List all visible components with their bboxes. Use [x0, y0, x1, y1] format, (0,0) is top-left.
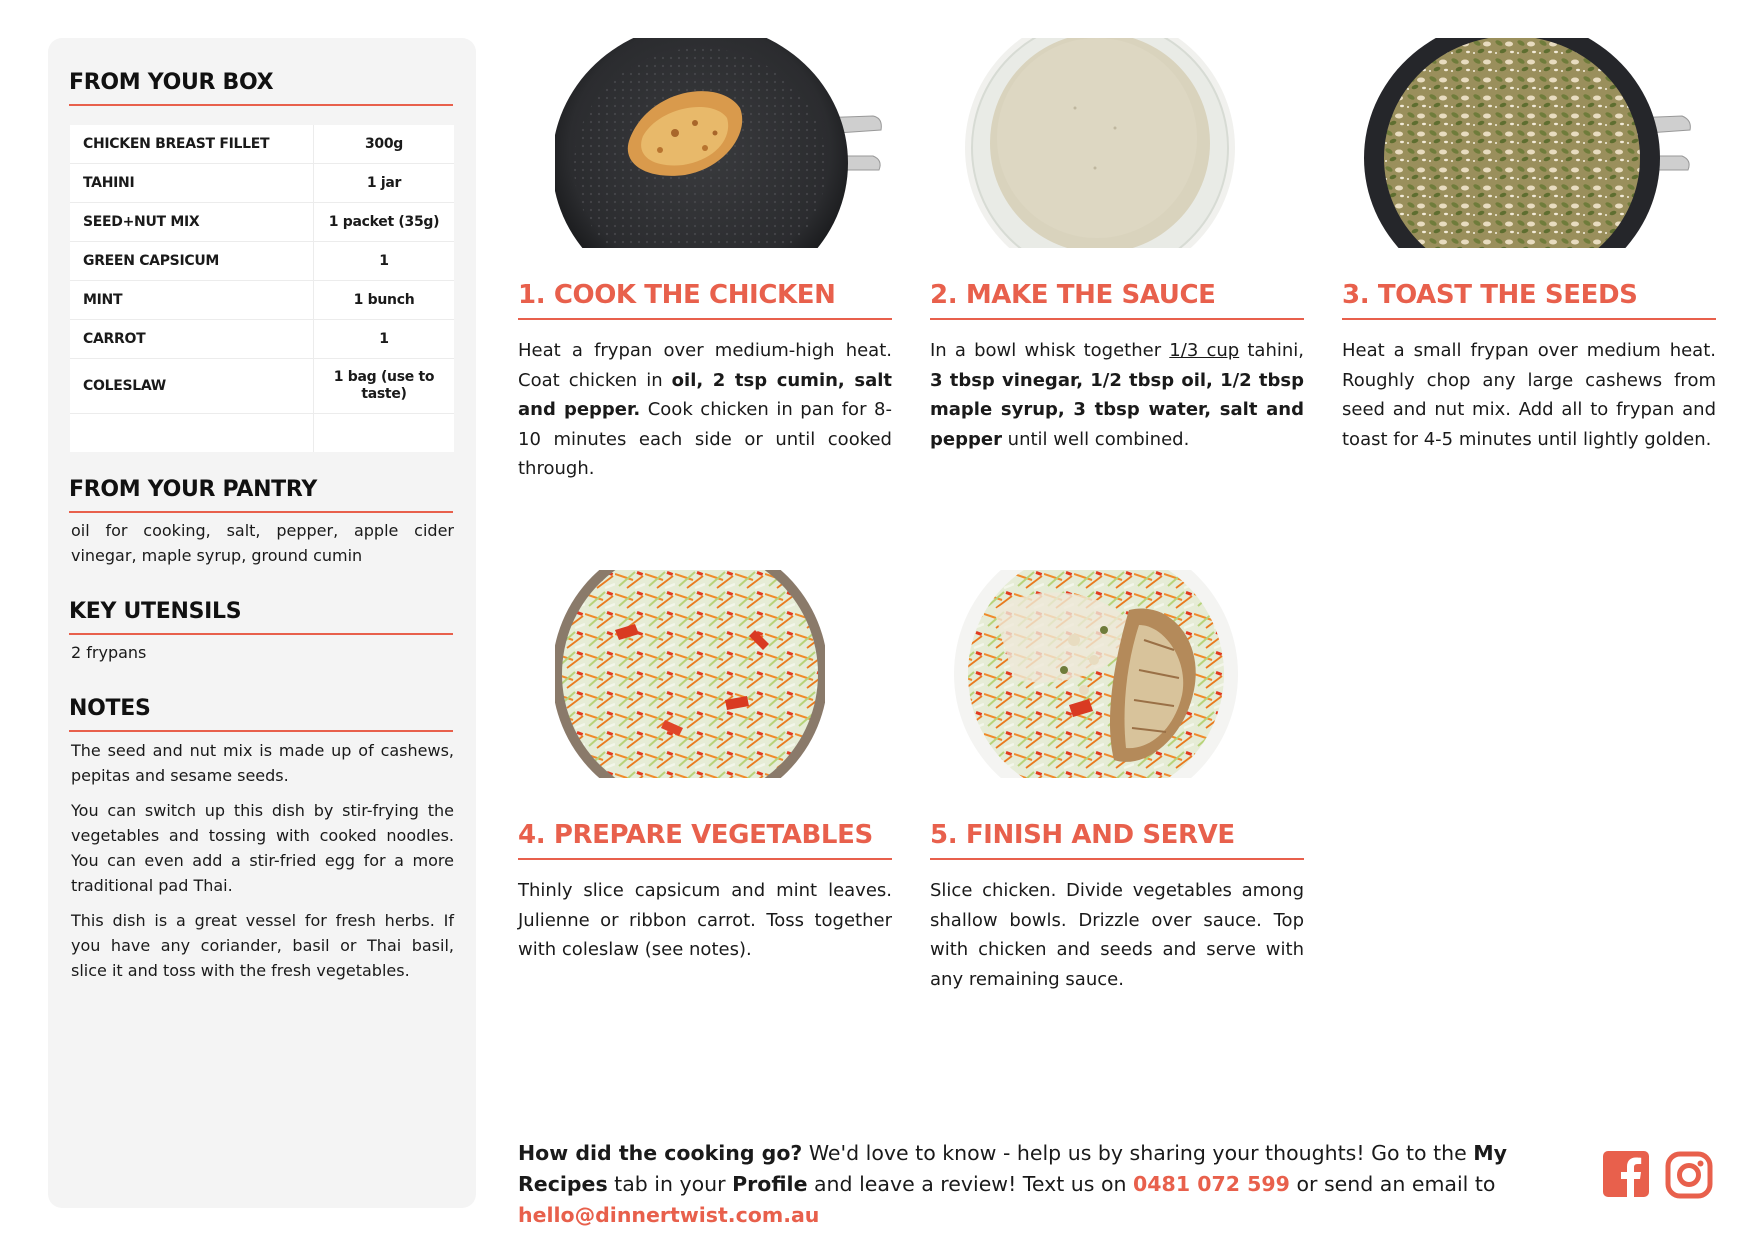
text-run: until well combined.	[1001, 428, 1190, 450]
table-row	[70, 164, 454, 203]
step-1-text	[518, 336, 892, 484]
text-run: Slice chicken. Divide vegetables among shallow bowls. Drizzle over sauce. Top with chicken and seeds and serve with any remaining sauce.	[930, 880, 1304, 990]
from-your-pantry-heading: FROM YOUR PANTRY	[69, 477, 453, 513]
step-2-text	[930, 336, 1304, 454]
text-run: In a bowl whisk together	[930, 340, 1170, 361]
ingredient-qty: 1	[313, 320, 454, 358]
step-5-text	[930, 876, 1304, 994]
step-4-text	[518, 876, 892, 965]
step-2-title: 2. MAKE THE SAUCE	[930, 280, 1304, 320]
note-paragraph: The seed and nut mix is made up of cashews, pepitas and sesame seeds.	[71, 741, 454, 785]
text-run: oil, 2 tsp cumin, salt and pepper.	[518, 369, 892, 420]
contact-link[interactable]: 0481 072 599	[1133, 1172, 1290, 1196]
step-1-title: 1. COOK THE CHICKEN	[518, 280, 892, 320]
ingredient-name: TAHINI	[83, 175, 135, 191]
note-paragraph: This dish is a great vessel for fresh herbs. If you have any coriander, basil or Thai basil, slice it and toss with the fresh vegetables.	[71, 911, 454, 980]
ingredient-qty: 300g	[313, 125, 454, 163]
text-run: and leave a review! Text us on	[807, 1172, 1134, 1196]
ingredients-sidebar	[48, 38, 476, 1208]
note-paragraph: You can switch up this dish by stir-frying the vegetables and tossing with cooked noodles. You can even add a stir-fried egg for a more traditional pad Thai.	[71, 801, 454, 895]
table-row-empty	[70, 414, 454, 452]
table-row	[70, 242, 454, 281]
contact-link[interactable]: hello@dinnertwist.com.au	[518, 1203, 820, 1227]
ingredient-qty: 1 bunch	[313, 281, 454, 319]
text-run: Profile	[732, 1172, 808, 1196]
utensils-text: 2 frypans	[71, 643, 147, 662]
text-run: 3 tbsp vinegar, 1/2 tbsp oil, 1/2 tbsp maple syrup, 3 tbsp water, salt and pepper	[930, 369, 1304, 450]
text-run: Heat a small frypan over medium heat. Roughly chop any large cashews from seed and nut mix. Add all to frypan and toast for 4-5 minutes until lightly golden.	[1342, 340, 1716, 450]
tahini-sauce-bowl-photo	[965, 38, 1235, 248]
table-row	[70, 320, 454, 359]
step-4-title: 4. PREPARE VEGETABLES	[518, 820, 892, 860]
text-run: Thinly slice capsicum and mint leaves. Julienne or ribbon carrot. Toss together with coleslaw (see notes).	[518, 880, 892, 960]
text-run: My Recipes	[518, 1141, 1508, 1196]
text-run: 1/3 cup	[1169, 340, 1240, 361]
notes-text	[71, 738, 454, 993]
toasted-seeds-pan-photo	[1362, 38, 1692, 248]
table-row	[70, 359, 454, 414]
text-run: or send an email to	[1289, 1172, 1496, 1196]
ingredient-name: COLESLAW	[83, 378, 166, 394]
text-run: tahini,	[1239, 340, 1305, 361]
step-3-text	[1342, 336, 1716, 454]
box-ingredients-table	[70, 125, 454, 452]
instagram-icon[interactable]	[1665, 1151, 1713, 1199]
text-run: We'd love to know - help us by sharing your thoughts! Go to the	[802, 1141, 1474, 1165]
step-3-title: 3. TOAST THE SEEDS	[1342, 280, 1716, 320]
pantry-text: oil for cooking, salt, pepper, apple cider vinegar, maple syrup, ground cumin	[71, 521, 454, 565]
text-run: tab in your	[607, 1172, 733, 1196]
ingredient-name: CARROT	[83, 331, 146, 347]
step-5-title: 5. FINISH AND SERVE	[930, 820, 1304, 860]
key-utensils-heading: KEY UTENSILS	[69, 599, 453, 635]
facebook-icon[interactable]	[1603, 1151, 1649, 1197]
ingredient-qty: 1 bag (use to taste)	[313, 359, 454, 413]
table-row	[70, 203, 454, 242]
ingredient-name: GREEN CAPSICUM	[83, 253, 220, 269]
feedback-footer-text	[518, 1138, 1578, 1231]
ingredient-qty: 1 jar	[313, 164, 454, 202]
vegetables-bowl-photo	[555, 570, 825, 778]
text-run: How did the cooking go?	[518, 1141, 803, 1165]
ingredient-qty: 1	[313, 242, 454, 280]
table-row	[70, 125, 454, 164]
table-row	[70, 281, 454, 320]
text-run: Heat a frypan over medium-high heat. Coat chicken in	[518, 340, 892, 391]
ingredient-qty: 1 packet (35g)	[313, 203, 454, 241]
text-run: Cook chicken in pan for 8-10 minutes each side or until cooked through.	[518, 399, 892, 479]
from-your-box-heading: FROM YOUR BOX	[69, 70, 453, 106]
frypan-chicken-photo	[555, 38, 885, 248]
ingredient-name: SEED+NUT MIX	[83, 214, 200, 230]
ingredient-name: CHICKEN BREAST FILLET	[83, 136, 270, 152]
ingredient-name: MINT	[83, 292, 123, 308]
finished-dish-photo	[954, 570, 1239, 778]
notes-heading: NOTES	[69, 696, 453, 732]
